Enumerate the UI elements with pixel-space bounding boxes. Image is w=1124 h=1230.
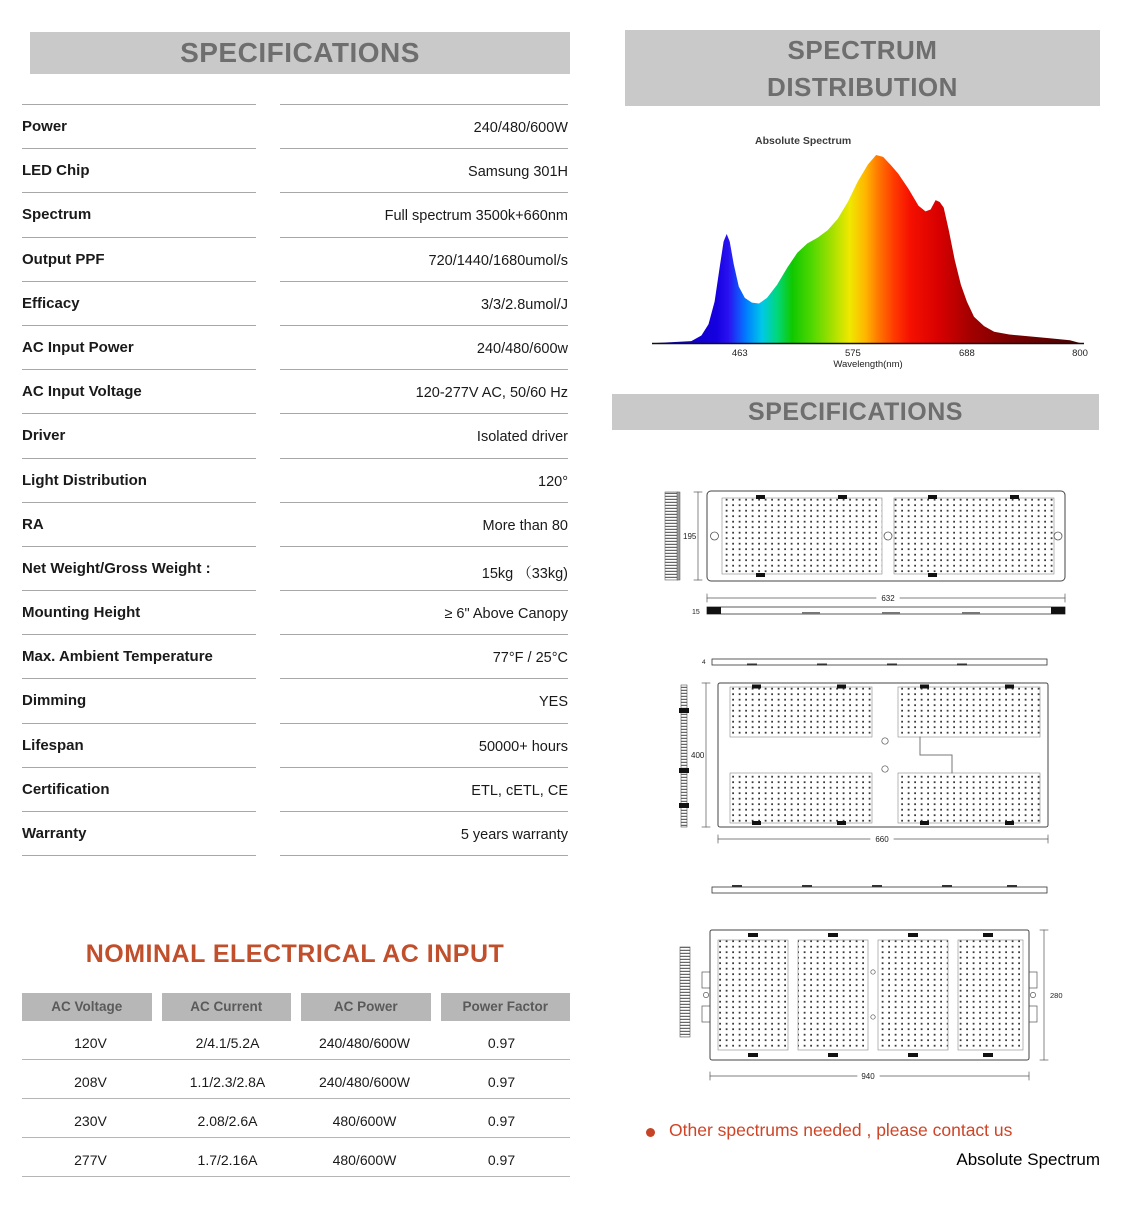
- dim-height-label: 400: [691, 751, 705, 760]
- electrical-row: [22, 1099, 570, 1138]
- spec-value: 3/3/2.8umol/J: [280, 281, 568, 325]
- spec-row: [22, 281, 568, 325]
- spec-label: LED Chip: [22, 148, 256, 192]
- chart-x-axis-label: Wavelength(nm): [833, 359, 903, 370]
- spec-value: 240/480/600w: [280, 325, 568, 369]
- spec-label: Spectrum: [22, 192, 256, 236]
- led-panel: [958, 940, 1023, 1050]
- spec-value: Full spectrum 3500k+660nm: [280, 192, 568, 236]
- spec-value: More than 80: [280, 502, 568, 546]
- cell-current: 2/4.1/5.2A: [195, 1035, 260, 1051]
- spec-label: Output PPF: [22, 237, 256, 281]
- spec-value: 720/1440/1680umol/s: [280, 237, 568, 281]
- spec-row: [22, 192, 568, 236]
- spec-label: Lifespan: [22, 723, 256, 767]
- spec-row: [22, 767, 568, 811]
- spec-row: [22, 723, 568, 767]
- svg-text:575: 575: [844, 348, 861, 359]
- spec-row: [22, 502, 568, 546]
- led-panel: [730, 687, 872, 737]
- spec-label: Certification: [22, 767, 256, 811]
- dim-height-label: 280: [1050, 991, 1063, 1000]
- electrical-row: [22, 1060, 570, 1099]
- spectrum-header-line2: DISTRIBUTION: [767, 72, 958, 102]
- spec-label: Driver: [22, 413, 256, 457]
- cell-power-factor: 0.97: [487, 1035, 516, 1051]
- spectrum-distribution-header: [625, 30, 1100, 106]
- electrical-row: [22, 1021, 570, 1060]
- drawing-panel-light: [652, 653, 1077, 901]
- spec-value: Samsung 301H: [280, 148, 568, 192]
- led-panel: [898, 773, 1040, 823]
- mount-hole: [882, 738, 888, 744]
- svg-text:688: 688: [958, 348, 975, 359]
- cell-voltage: 230V: [74, 1113, 107, 1129]
- spec-row: [22, 237, 568, 281]
- spec-table: [22, 104, 568, 857]
- led-panel: [894, 498, 1054, 574]
- spec-label: AC Input Power: [22, 325, 256, 369]
- spec-label: Light Distribution: [22, 458, 256, 502]
- led-panel: [718, 940, 788, 1050]
- side-view-bottom: [712, 887, 1047, 893]
- spec-label: Power: [22, 104, 256, 148]
- spec-label: Max. Ambient Temperature: [22, 634, 256, 678]
- spec-value: 15kg （33kg): [280, 546, 568, 590]
- spec-row: [22, 634, 568, 678]
- side-view-top: [712, 659, 1047, 665]
- mount-hole: [882, 766, 888, 772]
- spectrum-header-line1: SPECTRUM: [787, 35, 938, 65]
- spec-value: Isolated driver: [280, 413, 568, 457]
- dim-width-label: 632: [881, 594, 895, 603]
- cell-power-factor: 0.97: [487, 1113, 516, 1129]
- cell-voltage: 120V: [74, 1035, 107, 1051]
- dim-width-label: 660: [875, 835, 889, 844]
- spec-label: Mounting Height: [22, 590, 256, 634]
- svg-text:463: 463: [731, 348, 748, 359]
- cell-current: 1.7/2.16A: [197, 1152, 258, 1168]
- col-ac-voltage: AC Voltage: [22, 993, 152, 1021]
- dim-thickness-label: 4: [702, 659, 706, 666]
- spec-row: [22, 678, 568, 722]
- drawing-wide-light: [652, 922, 1077, 1092]
- mount-hole: [884, 532, 892, 540]
- spec-label: AC Input Voltage: [22, 369, 256, 413]
- spec-value: 120-277V AC, 50/60 Hz: [280, 369, 568, 413]
- cell-voltage: 277V: [74, 1152, 107, 1168]
- spectrum-curve: [656, 155, 1080, 343]
- dim-height-label: 195: [683, 532, 697, 541]
- led-panel: [722, 498, 882, 574]
- spec-row: [22, 369, 568, 413]
- footer-absolute-spectrum: Absolute Spectrum: [956, 1150, 1100, 1169]
- heatsink-spine: [677, 492, 680, 580]
- spec-value: 240/480/600W: [280, 104, 568, 148]
- cell-power-factor: 0.97: [487, 1074, 516, 1090]
- col-ac-power: AC Power: [301, 993, 431, 1021]
- spec-value: ETL, cETL, CE: [280, 767, 568, 811]
- spec-label: Net Weight/Gross Weight :: [22, 546, 256, 590]
- spec-label: Efficacy: [22, 281, 256, 325]
- dim-width-label: 940: [861, 1072, 875, 1081]
- electrical-table: [22, 993, 570, 1177]
- spec-label: RA: [22, 502, 256, 546]
- spec-value: 77°F / 25°C: [280, 634, 568, 678]
- led-panel: [730, 773, 872, 823]
- cell-power-factor: 0.97: [487, 1152, 516, 1168]
- note-other-spectrums: [640, 1120, 1110, 1141]
- cell-voltage: 208V: [74, 1074, 107, 1090]
- col-ac-current: AC Current: [162, 993, 292, 1021]
- cell-power: 240/480/600W: [318, 1035, 411, 1051]
- mount-hole: [1054, 532, 1062, 540]
- chart-title: Absolute Spectrum: [755, 135, 852, 147]
- spec-value: 120°: [280, 458, 568, 502]
- spec-table-bottom-rule: [22, 855, 568, 857]
- svg-text:800: 800: [1072, 348, 1088, 359]
- electrical-row: [22, 1138, 570, 1177]
- cell-current: 2.08/2.6A: [197, 1113, 258, 1129]
- bullet-icon: [646, 1128, 655, 1137]
- spec-row: [22, 104, 568, 148]
- mount-hole: [711, 532, 719, 540]
- spec-row: [22, 590, 568, 634]
- spec-row: [22, 413, 568, 457]
- note-text: Other spectrums needed , please contact us: [669, 1120, 1013, 1140]
- led-panel: [878, 940, 948, 1050]
- col-power-factor: Power Factor: [441, 993, 571, 1021]
- spec-value: YES: [280, 678, 568, 722]
- chart-x-ticks: [732, 348, 1088, 359]
- spec-label: Dimming: [22, 678, 256, 722]
- spec-row: [22, 458, 568, 502]
- spec-row: [22, 811, 568, 855]
- led-panel: [798, 940, 868, 1050]
- spec-row: [22, 325, 568, 369]
- spec-value: 50000+ hours: [280, 723, 568, 767]
- heatsink-profile: [665, 492, 678, 580]
- cell-power: 240/480/600W: [318, 1074, 411, 1090]
- spec-row: [22, 546, 568, 590]
- spec-label: Warranty: [22, 811, 256, 855]
- spec-value: 5 years warranty: [280, 811, 568, 855]
- cell-power: 480/600W: [332, 1113, 397, 1129]
- cell-current: 1.1/2.3/2.8A: [189, 1074, 266, 1090]
- spec-row: [22, 148, 568, 192]
- spectrum-chart: [648, 128, 1088, 378]
- led-panel: [898, 687, 1040, 737]
- left-specifications-header: SPECIFICATIONS: [30, 32, 570, 74]
- drawing-bar-light: [652, 486, 1077, 618]
- electrical-table-title: NOMINAL ELECTRICAL AC INPUT: [85, 940, 505, 968]
- right-specifications-header: SPECIFICATIONS: [612, 394, 1099, 430]
- cell-power: 480/600W: [332, 1152, 397, 1168]
- heatsink-profile: [680, 947, 690, 1037]
- electrical-table-header: [22, 993, 570, 1021]
- dim-thickness-label: 15: [692, 609, 700, 616]
- spec-value: ≥ 6" Above Canopy: [280, 590, 568, 634]
